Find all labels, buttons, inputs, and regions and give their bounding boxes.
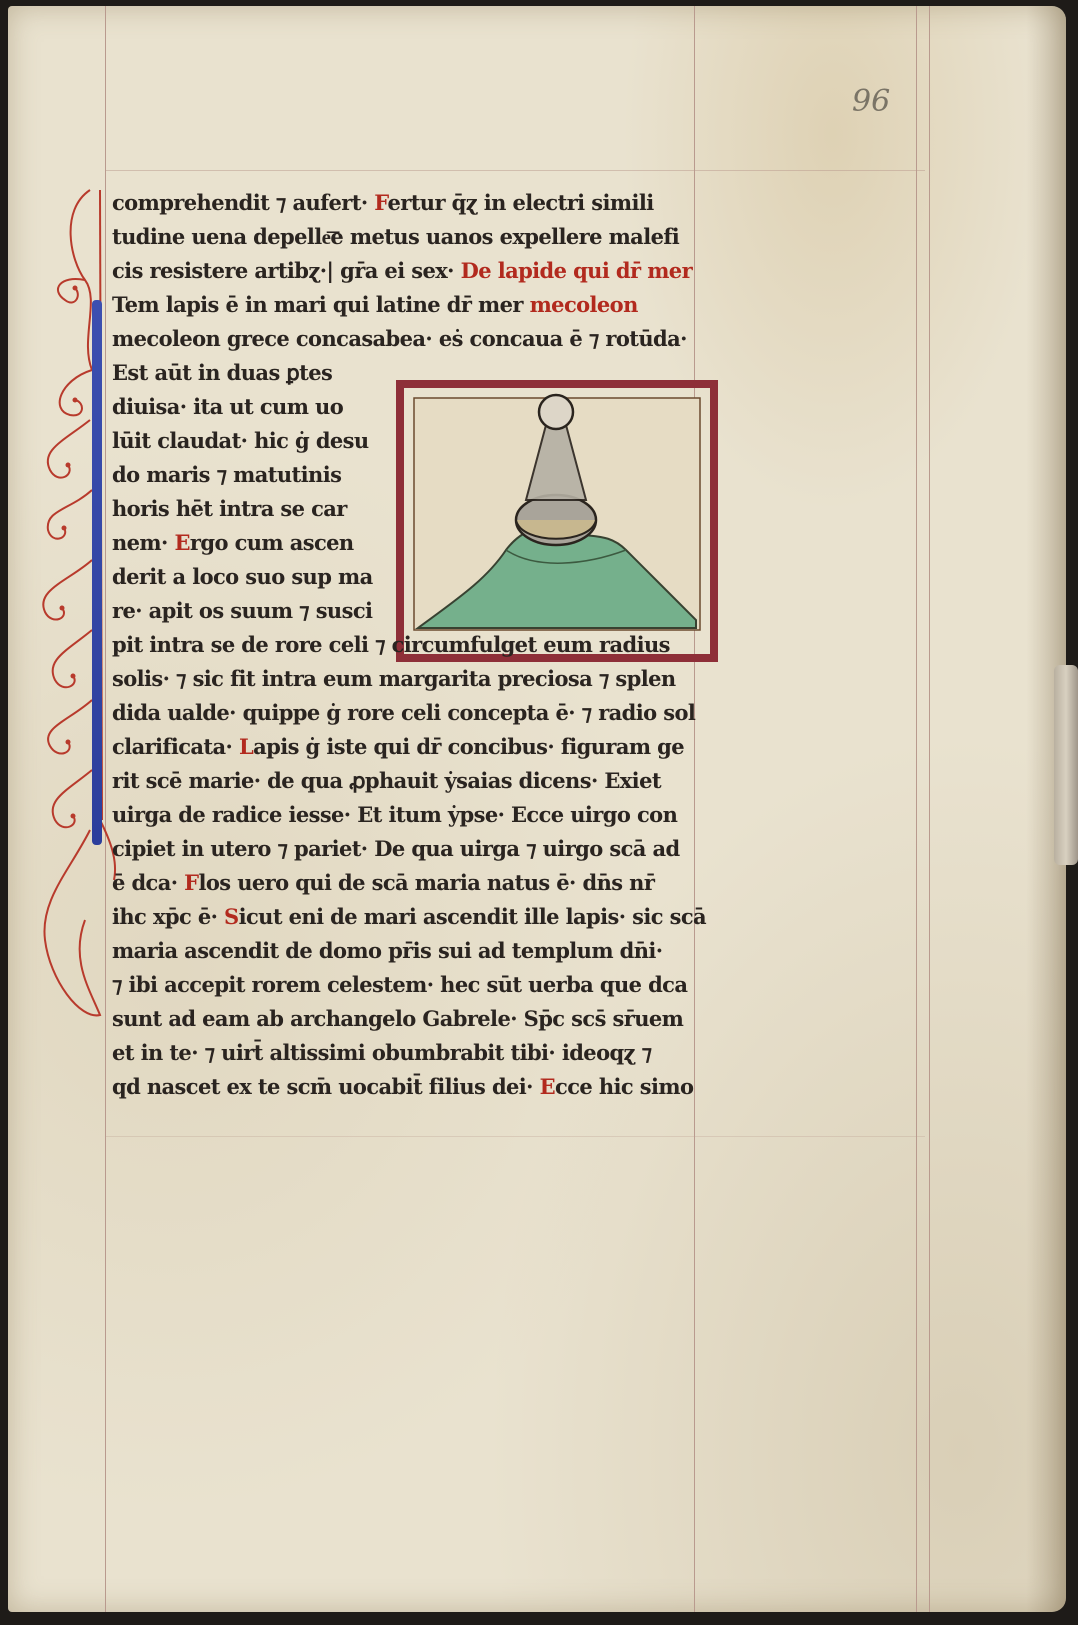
text-line [112,288,732,322]
text-run: ē dca· [112,870,185,895]
text-run: comprehendit ⁊ aufert· [112,190,375,215]
rubric-text: De lapide qui dr̄ mer [460,258,693,283]
text-run: qd nascet ex te scm̄ uocabit̄ filius dei· [112,1074,540,1099]
text-run: ertur q̄ɀ in electri simili [387,190,654,215]
rubric-text: mecoleon [529,292,638,317]
text-run: ⁊ ibi accepit rorem celestem· hec sūt uerba que dca [112,972,688,997]
text-run: los uero qui de scā maria natus ē· dn̄s nr̄ [198,870,655,895]
text-line [112,390,394,424]
text-line [112,696,732,730]
text-line [112,968,732,1002]
text-run: tudine uena depelle͞e metus uanos expellere malefi [112,224,680,249]
text-run: rgo cum ascen [189,530,354,555]
text-line [112,764,732,798]
text-run: ihc xp̄c ē· [112,904,225,929]
text-run: icut eni de mari ascendit ille lapis· sic scā [238,904,707,929]
text-run: apis ġ iste qui dr̄ concibus· figuram ge [253,734,685,759]
text-line [112,356,394,390]
rubric-text: L [238,734,254,759]
text-line [112,662,732,696]
text-run: rit scē marie· de qua ꝓphauit ẏsaias dicens· Exiet [112,768,661,793]
ruling-line-top [105,170,925,171]
text-run: dida ualde· quippe ġ rore celi concepta ē· ⁊ radio sol [112,700,696,725]
text-run: nem· [112,530,175,555]
text-run: cis resistere artibɀ·| gr̄a ei sex· [112,258,461,283]
text-run: horis hēt intra se car [112,496,347,521]
text-line [112,1036,732,1070]
rubric-text: S [224,904,239,929]
initial-penwork-flourish [30,180,120,1030]
text-run: do maris ⁊ matutinis [112,462,342,487]
text-line [112,628,732,662]
text-run: diuisa· ita ut cum uo [112,394,344,419]
text-line [112,866,732,900]
rubric-text: E [539,1074,556,1099]
text-line [112,900,732,934]
text-run: maria ascendit de domo pr̄is sui ad templum dn̄i· [112,938,663,963]
folio-number: 96 [852,84,891,119]
text-line [112,1070,732,1104]
text-run: et in te· ⁊ uirt̄ altissimi obumbrabit tibi· ideoqɀ ⁊ [112,1040,652,1065]
text-run: sunt ad eam ab archangelo Gabrele· Sp̄c scs̄ sr̄uem [112,1006,684,1031]
rubric-text: F [184,870,199,895]
rubric-text: F [374,190,388,215]
text-line [112,934,732,968]
rubric-text: E [174,530,190,555]
text-run: uirga de radice iesse· Et itum ẏpse· Ecce uirgo con [112,802,678,827]
main-text-column [112,186,732,1104]
text-line [112,186,732,220]
text-run: derit a loco suo sup ma [112,564,373,589]
book-clasp [1054,665,1078,865]
text-line [112,254,732,288]
text-line [112,798,732,832]
text-line [112,594,394,628]
text-run: clarificata· [112,734,239,759]
text-run: mecoleon grece concasabea· eṡ concaua ē ⁊ rotūda· [112,326,687,351]
text-line [112,1002,732,1036]
text-run: Est aūt in duas ꝑtes [112,360,333,385]
text-line [112,526,394,560]
text-line [112,220,732,254]
text-line [112,492,394,526]
ruling-line-bottom [105,1136,925,1137]
text-run: lūit claudat· hic ġ desu [112,428,369,453]
text-line [112,322,732,356]
text-run: solis· ⁊ sic fit intra eum margarita preciosa ⁊ splen [112,666,676,691]
blue-initial-letter [92,300,102,845]
text-run: cce hic simo [555,1074,694,1099]
text-line [112,458,394,492]
text-run: Tem lapis ē in mari qui latine dr̄ mer [112,292,530,317]
text-run: cipiet in utero ⁊ pariet· De qua uirga ⁊ uirgo scā ad [112,836,680,861]
text-line [112,832,732,866]
text-run: re· apit os suum ⁊ susci [112,598,373,623]
ruling-line-margin-2 [929,6,930,1612]
text-line [112,424,394,458]
text-line [112,730,732,764]
ruling-line-margin-1 [916,6,917,1612]
text-run: pit intra se de rore celi ⁊ circumfulget eum radius [112,632,670,657]
text-line [112,560,394,594]
